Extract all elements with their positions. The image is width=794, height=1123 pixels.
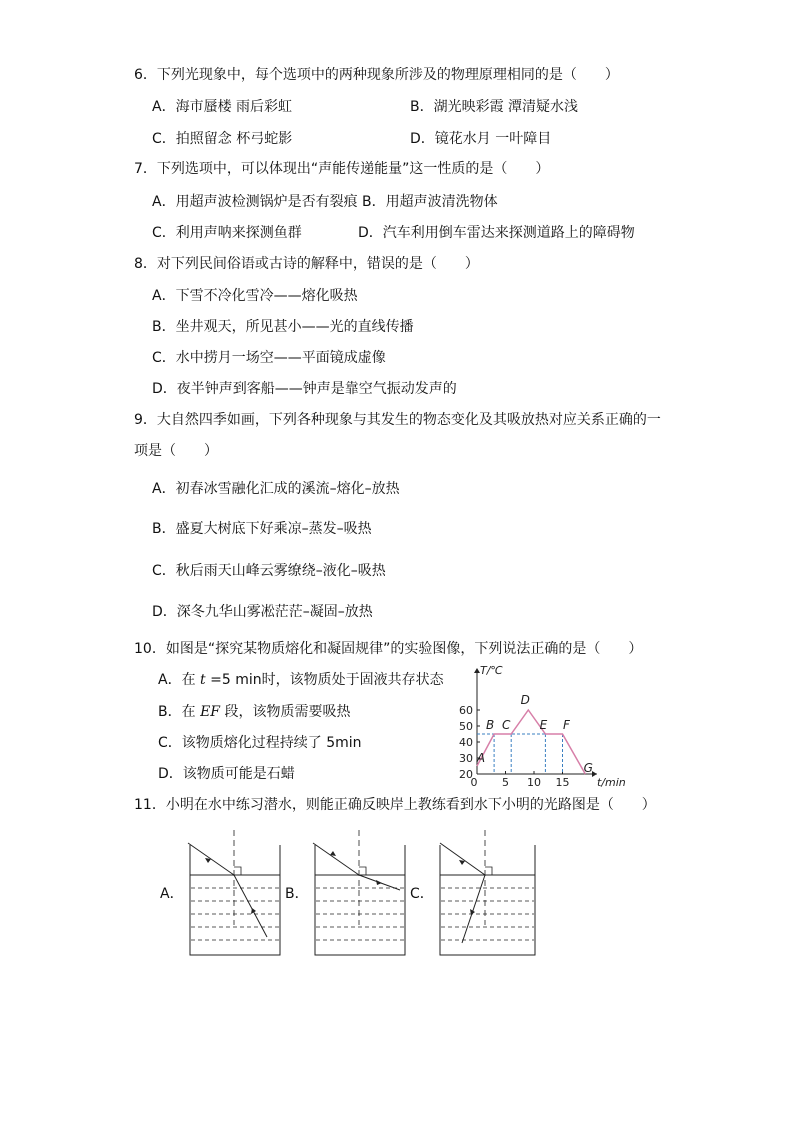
q6-option-a: A．海市蜃楼 雨后彩虹 [152,99,293,115]
water-container [440,845,535,955]
q7-stem: 7．下列选项中，可以体现出“声能传递能量”这一性质的是（ ） [134,161,550,177]
q10-option-c: C．该物质熔化过程持续了 5min [158,735,362,751]
q11-label-c: C． [410,886,434,902]
q9-option-d: D．深冬九华山雾凇茫茫–凝固–放热 [152,604,373,620]
point-label-D: D [520,693,530,707]
water-lines [191,888,279,940]
y-axis-label: T/℃ [480,664,503,677]
q6-option-b: B．湖光映彩霞 潭清疑水浅 [410,99,579,115]
y-tick-label: 60 [459,704,473,717]
q10-option-b: B．在 EF 段，该物质需要吸热 [158,704,351,720]
point-label-E: E [539,718,548,732]
point-label-B: B [485,718,495,732]
x-axis-label: t/min [597,776,626,789]
point-label-G: G [583,761,593,775]
q10-option-a: A．在 t =5 min时，该物质处于固液共存状态 [158,672,444,688]
q11-diagram-c [435,825,540,960]
y-tick-label: 20 [459,768,473,781]
q11-stem: 11．小明在水中练习潜水，则能正确反映岸上教练看到水下小明的光路图是（ ） [134,797,656,813]
arrow-head [376,880,382,885]
q6-option-c: C．拍照留念 杯弓蛇影 [152,131,293,147]
light-ray [440,843,485,943]
q8-option-a: A．下雪不冷化雪冷——熔化吸热 [152,288,358,304]
light-ray [188,843,267,937]
q11-diagram-a [185,825,285,960]
point-label-A: A [476,751,486,765]
q8-stem: 8．对下列民间俗语或古诗的解释中，错误的是（ ） [134,256,479,272]
q9-stem-line1: 9．大自然四季如画，下列各种现象与其发生的物态变化及其吸放热对应关系正确的一 [134,412,661,428]
water-lines [441,888,534,940]
melting-curve-chart [450,662,680,792]
q11-diagram-b [310,825,410,960]
q9-option-a: A．初春冰雪融化汇成的溪流–熔化–放热 [152,481,400,497]
q7-option-c: C．利用声呐来探测鱼群 [152,225,302,241]
water-container [190,845,280,955]
x-tick-label: 0 [470,776,478,789]
water-lines [316,888,404,940]
right-angle-mark [359,867,366,875]
q9-option-c: C．秋后雨天山峰云雾缭绕–液化–吸热 [152,563,386,579]
q9-option-b: B．盛夏大树底下好乘凉–蒸发–吸热 [152,521,372,537]
y-tick-label: 30 [459,752,473,765]
q8-option-b: B．坐井观天，所见甚小——光的直线传播 [152,319,414,335]
q7-option-ab: A．用超声波检测锅炉是否有裂痕 B．用超声波清洗物体 [152,194,498,210]
y-tick-label: 50 [459,720,473,733]
q8-option-d: D．夜半钟声到客船——钟声是靠空气振动发声的 [152,381,457,397]
right-angle-mark [234,867,241,875]
light-ray [313,843,400,890]
x-tick-label: 10 [527,776,541,789]
q6-stem: 6．下列光现象中，每个选项中的两种现象所涉及的物理原理相同的是（ ） [134,67,619,83]
q11-label-b: B． [285,886,309,902]
x-tick-label: 5 [502,776,509,789]
x-tick-label: 15 [555,776,570,789]
q11-label-a: A． [160,886,184,902]
q10-stem: 10．如图是“探究某物质熔化和凝固规律”的实验图像，下列说法正确的是（ ） [134,641,643,657]
point-label-C: C [502,718,511,732]
q8-option-c: C．水中捞月一场空——平面镜成虚像 [152,350,386,366]
q10-option-d: D．该物质可能是石蜡 [158,766,295,782]
q9-stem-line2: 项是（ ） [134,443,218,459]
q7-option-d: D．汽车利用倒车雷达来探测道路上的障碍物 [358,225,635,241]
right-angle-mark [485,867,492,875]
q6-option-d: D．镜花水月 一叶障目 [410,131,552,147]
water-container [315,845,405,955]
y-tick-label: 40 [459,736,473,749]
point-label-F: F [563,718,570,732]
